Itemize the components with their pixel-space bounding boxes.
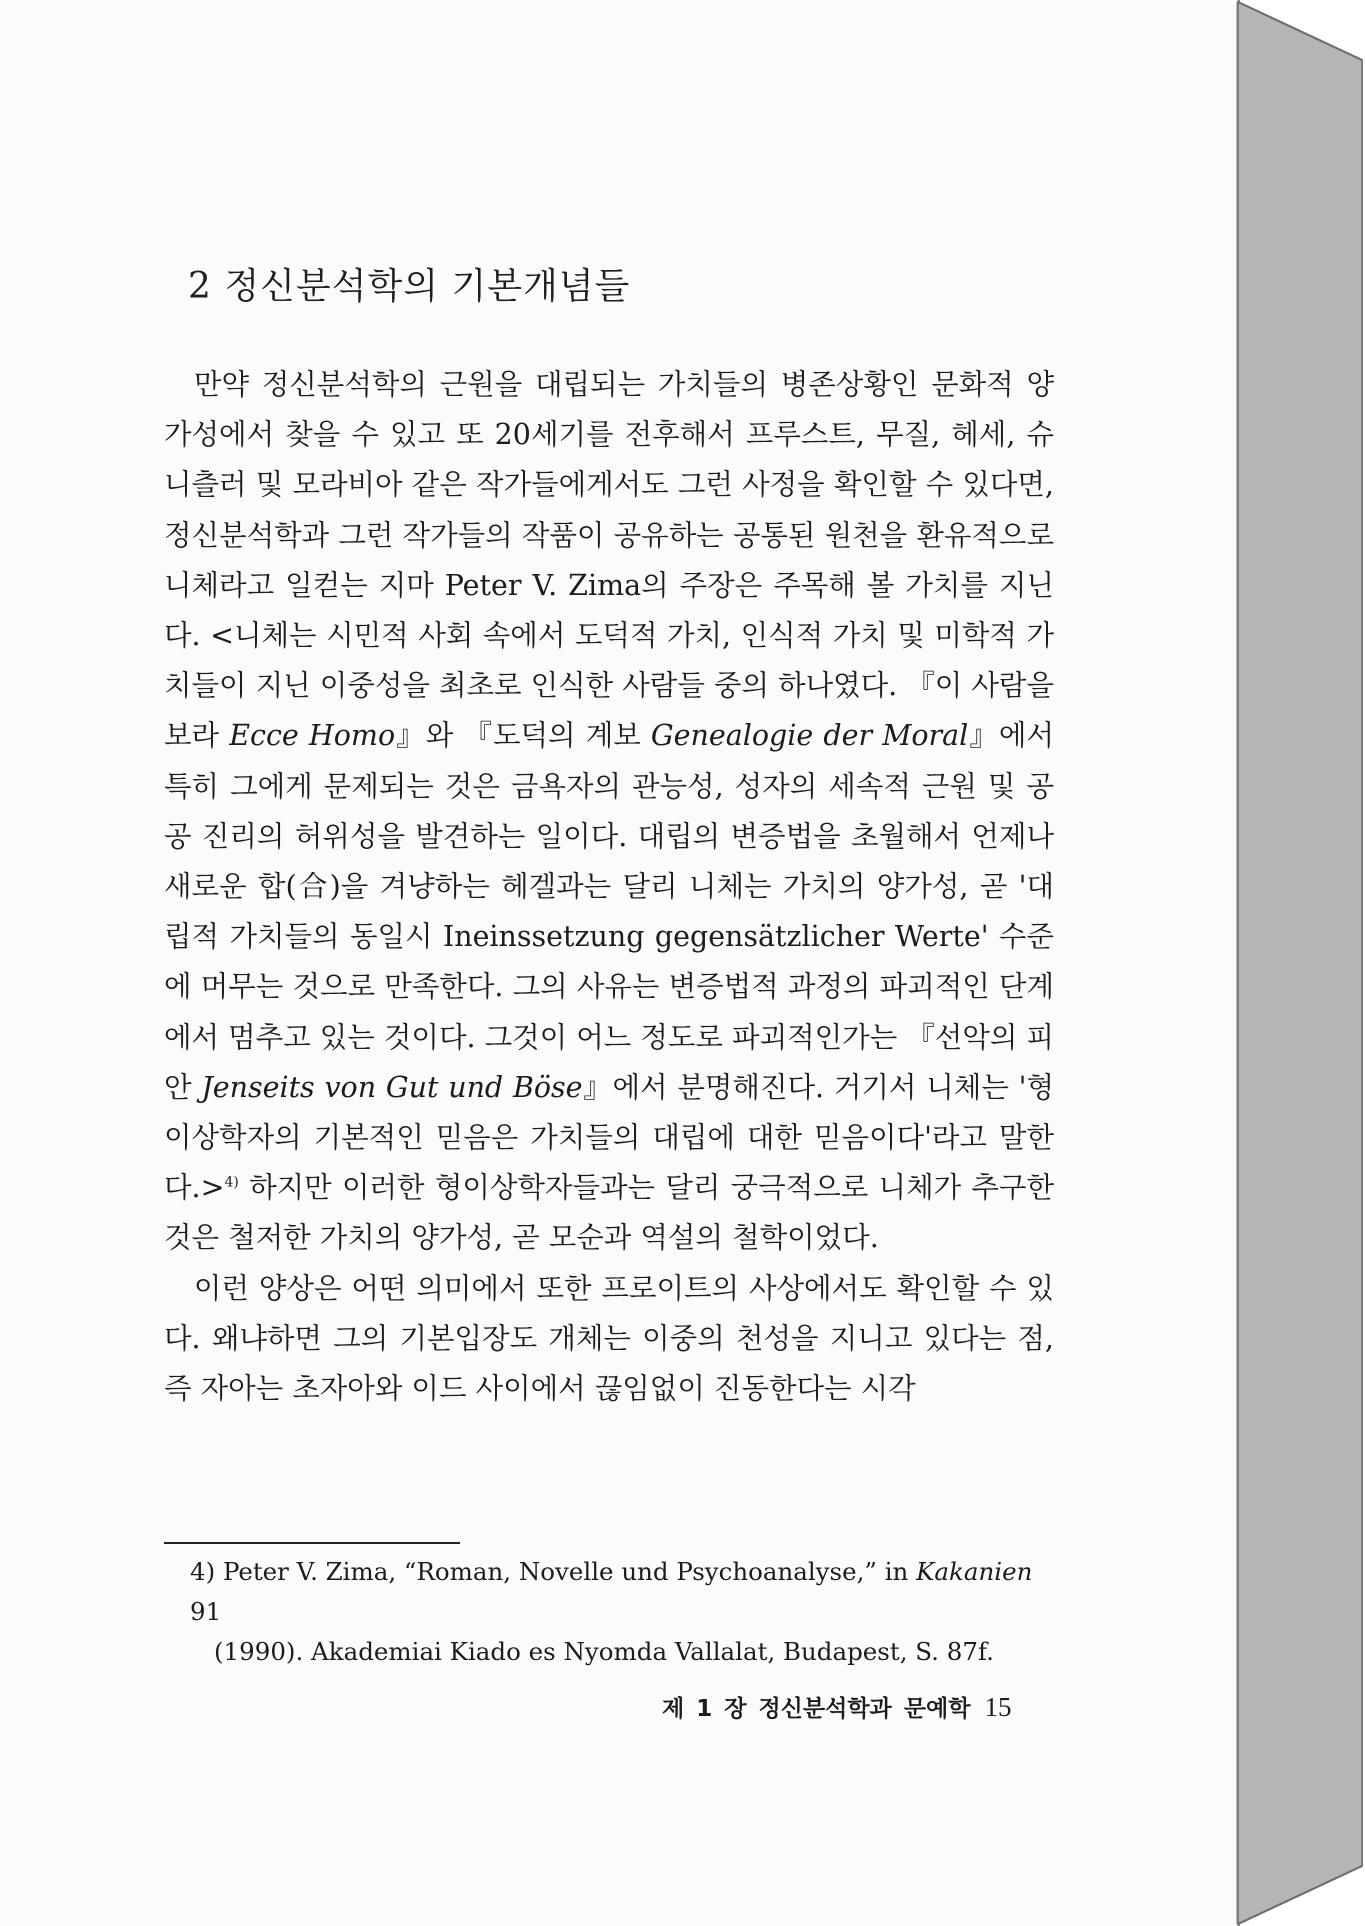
p1-text-2: 』와 『도덕의 계보 [395, 719, 651, 753]
p1-title-jenseits: Jenseits von Gut und Böse [201, 1070, 583, 1104]
p1-text-5: 하지만 이러한 형이상학자들과는 달리 궁극적으로 니체가 추구한 것은 철저한 가치의 양가성, 곧 모순과 역설의 철학이었다. [164, 1171, 1054, 1255]
p1-text-1: 만약 정신분석학의 근원을 대립되는 가치들의 병존상황인 문화적 양가성에서 찾을 수 있고 또 20세기를 전후해서 프루스트, 무질, 헤세, 슈니츨러 및 모라비아 같은 작가들에게서도 그런 사정을 확인할 수 있다면, 정신분석학과 그런 작가들의 작품이 공유하는 공통된 원천을 환유적으로 니체라고 일컫는 지마 Peter V. Zima의 주장은 주목해 볼 가치를 지닌다. <니체는 시민적 사회 속에서 도덕적 가치, 인식적 가치 및 미학적 가치들이 지닌 이중성을 최초로 인식한 사람들 중의 하나였다. 『이 사람을 보라 [164, 368, 1054, 753]
book-edge-decoration [1234, 0, 1365, 1926]
running-head: 제 1 장 정신분석학과 문예학 [662, 1696, 971, 1722]
p1-title-genealogie: Genealogie der Moral [650, 719, 969, 753]
p1-title-ecce-homo: Ecce Homo [229, 719, 396, 753]
footnote-number: 4) [190, 1557, 216, 1586]
footnote-text-b: 91 [190, 1597, 222, 1626]
page-footer [662, 1690, 1011, 1723]
footnote-journal: Kakanien [916, 1557, 1033, 1586]
footnote-divider [164, 1542, 460, 1544]
paragraph-2: 이런 양상은 어떤 의미에서 또한 프로이트의 사상에서도 확인할 수 있다. 왜냐하면 그의 기본입장도 개체는 이중의 천성을 지니고 있다는 점, 즉 자아는 초자아와 이드 사이에서 끊임없이 진동한다는 시각 [164, 1271, 1054, 1406]
footnote-text-a: Peter V. Zima, “Roman, Novelle und Psychoanalyse,” in [215, 1557, 917, 1586]
body-text [164, 360, 1054, 1414]
p1-text-3: 』에서 특히 그에게 문제되는 것은 금욕자의 관능성, 성자의 세속적 근원 및 공공 진리의 허위성을 발견하는 일이다. 대립의 변증법을 초월해서 언제나 새로운 합(合)을 겨냥하는 헤겔과는 달리 니체는 가치의 양가성, 곧 '대립적 가치들의 동일시 Ineinssetzung gegensätzlicher Werte' 수준에 머무는 것으로 만족한다. 그의 사유는 변증법적 과정의 파괴적인 단계에서 멈추고 있는 것이다. 그것이 어느 정도로 파괴적인가는 『선악의 피안 [164, 719, 1054, 1104]
footnote-line-2: (1990). Akademiai Kiado es Nyomda Vallalat, Budapest, S. 87f. [214, 1637, 994, 1666]
paragraph-1 [164, 360, 1054, 1264]
page-number: 15 [984, 1692, 1012, 1722]
footnote-reference: 4) [224, 1174, 239, 1191]
book-edge-shade [1238, 2, 1362, 1924]
section-heading: 2 정신분석학의 기본개념들 [188, 266, 631, 307]
footnote-line-1 [190, 1552, 1055, 1632]
p1-text-4: 』에서 분명해진다. 거기서 니체는 '형이상학자의 기본적인 믿음은 가치들의 대립에 대한 믿음이다'라고 말한다.> [164, 1070, 1055, 1205]
footnote [190, 1552, 1055, 1672]
